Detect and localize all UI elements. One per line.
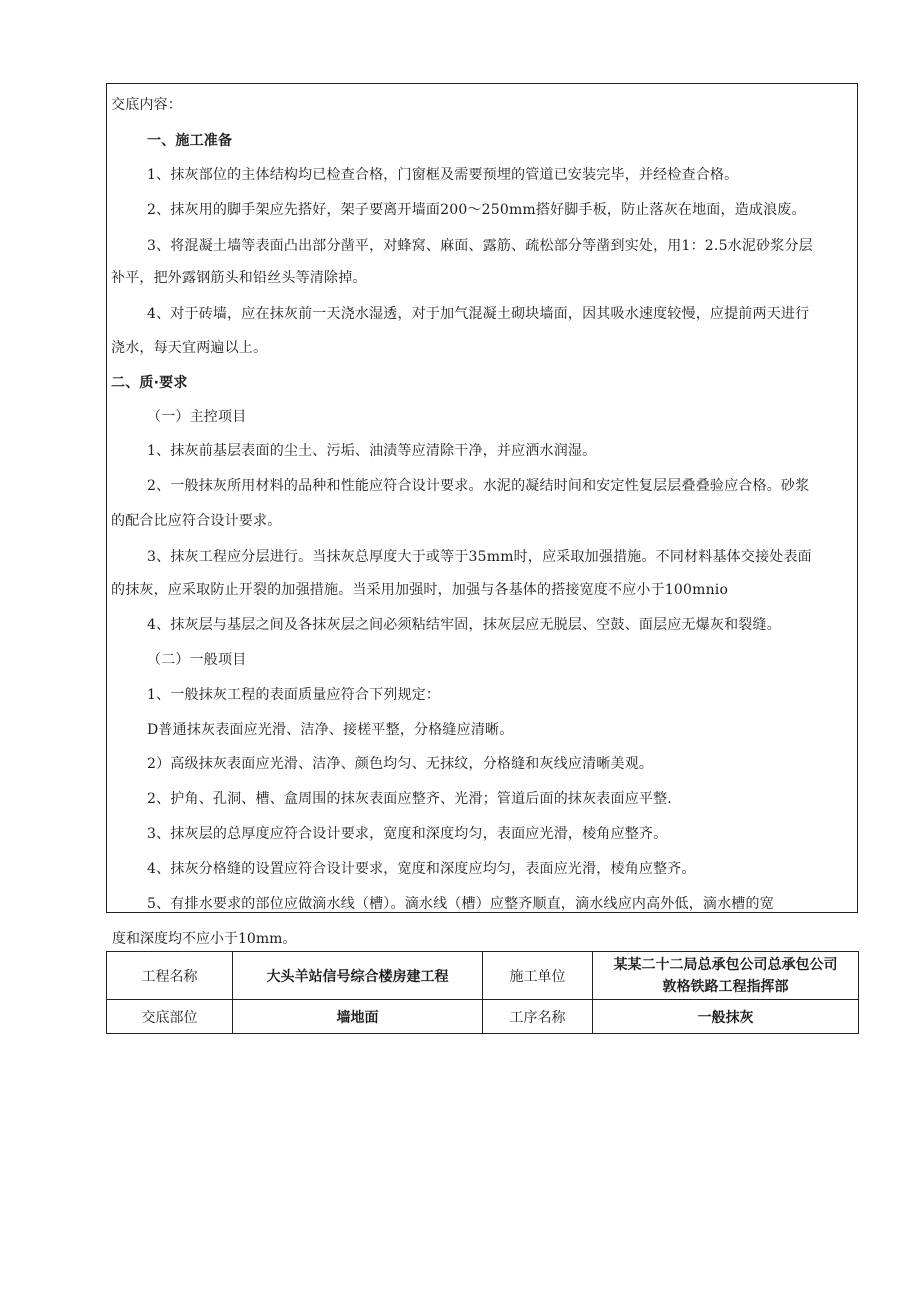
main-item-2-line1: 2、一般抹灰所用材料的品种和性能应符合设计要求。水泥的凝结时间和安定性复层层叠叠验应合格。砂浆: [147, 478, 810, 494]
handover-part-value: 墙地面: [233, 1000, 483, 1034]
main-item-2-line2: 的配合比应符合设计要求。: [111, 513, 282, 529]
handover-part-label: 交底部位: [107, 1000, 233, 1034]
content-box: [106, 83, 858, 913]
general-item-1-2: 2）高级抹灰表面应光滑、洁净、颜色均匀、无抹纹，分格缝和灰线应清晰美观。: [147, 756, 654, 772]
project-name-value: 大头羊站信号综合楼房建工程: [233, 952, 483, 1000]
prep-item-2: 2、抹灰用的脚手架应先搭好，架子要离开墙面200～250mm搭好脚手板，防止落灰在地面，造成浪废。: [147, 202, 806, 218]
general-item-5-line2: 度和深度均不应小于10mm。: [112, 931, 297, 947]
general-item-3: 3、抹灰层的总厚度应符合设计要求，宽度和深度均匀，表面应光滑，棱角应整齐。: [147, 826, 668, 842]
main-item-3-line1: 3、抹灰工程应分层进行。当抹灰总厚度大于或等于35mm时，应采取加强措施。不同材料基体交接处表面: [147, 549, 812, 565]
prep-item-3-line1: 3、将混凝土墙等表面凸出部分凿平，对蜂窝、麻面、露筋、疏松部分等凿到实处，用1：2.5水泥砂浆分层: [147, 238, 813, 254]
construction-unit-label: 施工单位: [483, 952, 593, 1000]
general-item-5-line1: 5、有排水要求的部位应做滴水线（槽）。滴水线（槽）应整齐顺直，滴水线应内高外低，滴水槽的宽: [147, 896, 774, 912]
subsection-main-items: （一）主控项目: [147, 409, 247, 425]
section-title-preparation: 一、施工准备: [147, 133, 233, 149]
prep-item-4-line2: 浇水，每天宜两遍以上。: [111, 340, 268, 356]
construction-unit-value-line1: 某某二十二局总承包公司总承包公司: [613, 956, 838, 973]
info-row-project: [107, 952, 859, 1000]
content-heading: 交底内容：: [111, 97, 182, 113]
project-info-table: [106, 951, 859, 1034]
general-item-4: 4、抹灰分格缝的设置应符合设计要求，宽度和深度应均匀，表面应光滑，棱角应整齐。: [147, 861, 696, 877]
section-title-quality: 二、质·要求: [111, 375, 188, 391]
main-item-4: 4、抹灰层与基层之间及各抹灰层之间必须粘结牢固，抹灰层应无脱层、空鼓、面层应无爆灰和裂缝。: [147, 617, 781, 633]
process-name-label: 工序名称: [483, 1000, 593, 1034]
main-item-3-line2: 的抹灰，应采取防止开裂的加强措施。当采用加强时，加强与各基体的搭接宽度不应小于100mnio: [111, 582, 729, 598]
prep-item-3-line2: 补平，把外露钢筋头和铅丝头等清除掉。: [111, 270, 367, 286]
construction-unit-value-line2: 敦格铁路工程指挥部: [662, 978, 789, 995]
general-item-1-1: D普通抹灰表面应光滑、洁净、接槎平整，分格缝应清晰。: [147, 722, 514, 738]
process-name-value: 一般抹灰: [593, 1000, 859, 1034]
construction-unit-value: [593, 952, 859, 1000]
general-item-1: 1、一般抹灰工程的表面质量应符合下列规定：: [147, 687, 441, 703]
main-item-1: 1、抹灰前基层表面的尘土、污垢、油渍等应清除干净，并应洒水润湿。: [147, 443, 597, 459]
prep-item-4-line1: 4、对于砖墙，应在抹灰前一天浇水湿透，对于加气混凝土砌块墙面，因其吸水速度较慢，应提前两天进行: [147, 306, 810, 322]
prep-item-1: 1、抹灰部位的主体结构均已检查合格，门窗框及需要预埋的管道已安装完毕，并经检查合格。: [147, 167, 739, 183]
info-row-part: [107, 1000, 859, 1034]
subsection-general-items: （二）一般项目: [147, 652, 247, 668]
project-name-label: 工程名称: [107, 952, 233, 1000]
general-item-2: 2、护角、孔洞、槽、盒周围的抹灰表面应整齐、光滑；管道后面的抹灰表面应平整.: [147, 791, 672, 807]
